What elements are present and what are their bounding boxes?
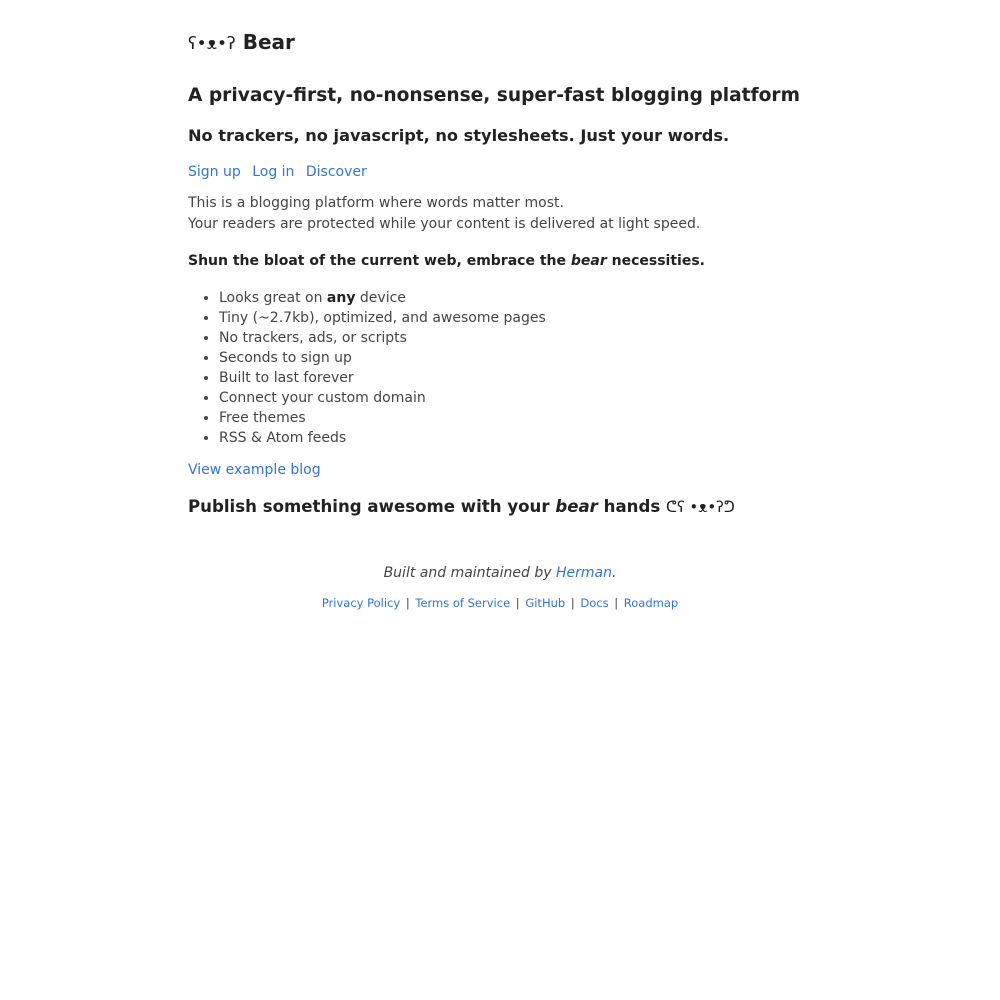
intro-line: This is a blogging platform where words matter most. <box>188 195 564 211</box>
footer-separator: | <box>614 596 619 610</box>
site-name: Bear <box>242 30 295 54</box>
intro-paragraph <box>188 193 700 235</box>
list-item: • Tiny (~2.7kb), optimized, and awesome pages <box>219 308 546 328</box>
built-by-line <box>0 563 1000 583</box>
built-prefix: Built and maintained by <box>383 565 556 581</box>
docs-link[interactable]: Docs <box>580 596 609 610</box>
features-list <box>188 288 546 448</box>
publish-suffix: hands <box>597 497 666 516</box>
page-footer <box>0 563 1000 611</box>
built-suffix: . <box>611 565 617 581</box>
list-item: • Free themes <box>219 408 546 428</box>
example-blog-container <box>188 460 321 480</box>
roadmap-link[interactable]: Roadmap <box>623 596 679 610</box>
footer-links <box>0 595 1000 611</box>
shun-suffix: necessities. <box>606 253 705 269</box>
page-subheadline: No trackers, no javascript, no stylesheets. Just your words. <box>188 126 730 145</box>
main-nav <box>188 162 374 182</box>
github-link[interactable]: GitHub <box>525 596 566 610</box>
sign-up-link[interactable]: Sign up <box>188 164 241 180</box>
feature-post: device <box>355 290 406 306</box>
list-item: • No trackers, ads, or scripts <box>219 328 546 348</box>
footer-separator: | <box>570 596 575 610</box>
site-title[interactable] <box>188 29 295 57</box>
list-item: • Seconds to sign up <box>219 348 546 368</box>
publish-prefix: Publish something awesome with your <box>188 497 556 516</box>
bear-hands-icon: ᕦʕ •ᴥ•ʔᕤ <box>666 498 735 516</box>
intro-line: Your readers are protected while your content is delivered at light speed. <box>188 216 701 232</box>
terms-of-service-link[interactable]: Terms of Service <box>415 596 511 610</box>
list-item: • Connect your custom domain <box>219 388 546 408</box>
author-link[interactable]: Herman <box>555 565 612 581</box>
log-in-link[interactable]: Log in <box>252 164 295 180</box>
publish-heading <box>188 496 735 518</box>
shun-heading <box>188 251 705 271</box>
discover-link[interactable]: Discover <box>305 164 367 180</box>
shun-prefix: Shun the bloat of the current web, embrace the <box>188 253 571 269</box>
feature-bold: any <box>326 290 356 306</box>
view-example-blog-link[interactable]: View example blog <box>188 462 321 478</box>
footer-separator: | <box>405 596 410 610</box>
publish-emphasis: bear <box>555 497 598 516</box>
footer-separator: | <box>515 596 520 610</box>
shun-emphasis: bear <box>570 253 607 269</box>
list-item: • RSS & Atom feeds <box>219 428 546 448</box>
page-headline: A privacy-first, no-nonsense, super-fast blogging platform <box>188 85 800 106</box>
bear-logo-icon: ʕ•ᴥ•ʔ <box>188 34 236 54</box>
list-item: • Built to last forever <box>219 368 546 388</box>
list-item <box>219 288 546 308</box>
feature-pre: Looks great on <box>219 290 327 306</box>
privacy-policy-link[interactable]: Privacy Policy <box>321 596 401 610</box>
